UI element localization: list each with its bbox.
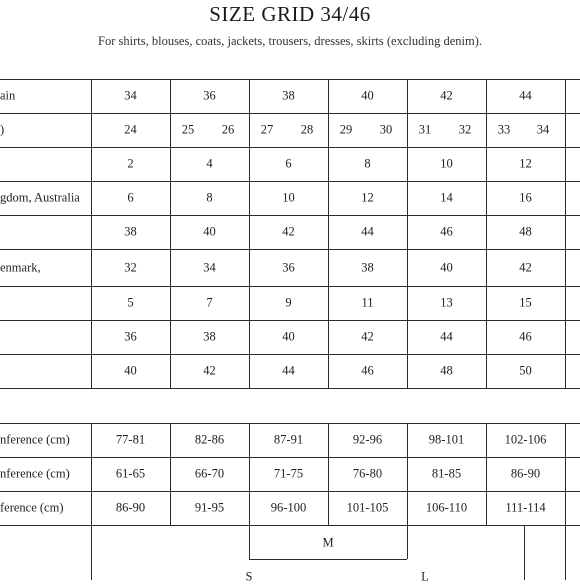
table-cell: 14 <box>440 190 453 205</box>
table-cell: 9 <box>285 295 292 310</box>
table-cell: 50 <box>519 363 532 378</box>
grid-line <box>407 79 408 388</box>
page-subtitle: For shirts, blouses, coats, jackets, trousers, dresses, skirts (excluding denim). <box>98 34 482 48</box>
table-cell: 48 <box>519 224 532 239</box>
grid-line <box>0 320 580 321</box>
table-cell: 24 <box>124 122 137 137</box>
table-cell: 7 <box>206 295 213 310</box>
table-cell: 5 <box>127 295 134 310</box>
measurement-cell: 111-114 <box>505 500 546 515</box>
measurement-cell: 81-85 <box>431 466 462 481</box>
grid-line <box>0 113 580 114</box>
table-cell: 38 <box>124 224 137 239</box>
table-cell: 36 <box>203 88 216 103</box>
measurement-cell: 71-75 <box>273 466 304 481</box>
table-cell: 46 <box>361 363 374 378</box>
measurement-cell: 92-96 <box>352 432 383 447</box>
table-cell: 34 <box>124 88 137 103</box>
grid-line <box>0 147 580 148</box>
table-cell: 31 <box>418 122 432 137</box>
table-cell: 46 <box>440 224 453 239</box>
row-label: enmark, <box>0 260 41 274</box>
table-cell: 36 <box>282 260 295 274</box>
table-cell: 42 <box>361 329 374 344</box>
table-cell: 2 <box>127 156 134 171</box>
grid-line <box>91 423 92 525</box>
grid-line <box>0 457 580 458</box>
table-cell: 27 <box>260 122 274 137</box>
table-cell: 40 <box>361 88 374 103</box>
table-cell: 36 <box>124 329 137 344</box>
table-cell: 10 <box>282 190 295 205</box>
grid-line <box>91 525 92 580</box>
page-title: SIZE GRID 34/46 <box>209 2 371 26</box>
table-cell: 32 <box>458 122 472 137</box>
grid-line <box>249 559 407 560</box>
table-cell: 38 <box>361 260 374 274</box>
letter-size-m: M <box>322 535 334 550</box>
table-cell: 10 <box>440 156 453 171</box>
table-cell: 12 <box>519 156 532 171</box>
table-cell: 40 <box>440 260 453 274</box>
table-cell: 15 <box>519 295 532 310</box>
grid-line <box>91 79 92 388</box>
grid-line <box>249 525 250 559</box>
table-cell: 28 <box>300 122 314 137</box>
grid-line <box>524 525 525 580</box>
table-cell: 16 <box>519 190 532 205</box>
measurement-cell: 66-70 <box>194 466 225 481</box>
table-cell: 32 <box>124 260 137 274</box>
grid-line <box>407 525 408 559</box>
grid-line <box>328 79 329 388</box>
table-cell: 44 <box>282 363 295 378</box>
measurement-cell: 106-110 <box>425 500 468 515</box>
table-cell: 40 <box>282 329 295 344</box>
grid-line <box>0 215 580 216</box>
grid-line <box>565 525 566 580</box>
grid-line <box>0 423 580 424</box>
grid-line <box>0 525 580 526</box>
grid-line <box>565 423 566 525</box>
measurement-cell: 102-106 <box>504 432 547 447</box>
grid-line <box>486 423 487 525</box>
table-cell: 8 <box>206 190 213 205</box>
table-cell: 34 <box>203 260 216 274</box>
table-cell: 40 <box>124 363 137 378</box>
table-cell: 46 <box>519 329 532 344</box>
table-cell: 44 <box>519 88 532 103</box>
measurement-cell: 76-80 <box>352 466 383 481</box>
grid-line <box>249 423 250 525</box>
table-cell: 42 <box>519 260 532 274</box>
table-cell: 42 <box>440 88 453 103</box>
letter-size-s: S <box>245 569 253 584</box>
table-cell: 38 <box>203 329 216 344</box>
measurement-label: nference (cm) <box>0 466 70 481</box>
table-cell: 25 <box>181 122 195 137</box>
row-label: ) <box>0 122 5 137</box>
grid-line <box>0 181 580 182</box>
table-cell: 42 <box>282 224 295 239</box>
table-cell: 33 <box>497 122 511 137</box>
table-cell: 29 <box>339 122 353 137</box>
grid-line <box>486 79 487 388</box>
grid-line <box>0 79 580 80</box>
measurement-cell: 87-91 <box>273 432 304 447</box>
measurement-cell: 101-105 <box>346 500 389 515</box>
table-cell: 44 <box>361 224 374 239</box>
measurement-cell: 61-65 <box>115 466 146 481</box>
table-cell: 48 <box>440 363 453 378</box>
table-cell: 12 <box>361 190 374 205</box>
measurement-cell: 86-90 <box>115 500 146 515</box>
table-cell: 6 <box>127 190 134 205</box>
grid-line <box>0 286 580 287</box>
grid-line <box>0 388 580 389</box>
grid-line <box>170 423 171 525</box>
grid-line <box>0 491 580 492</box>
table-cell: 34 <box>536 122 550 137</box>
grid-line <box>0 354 580 355</box>
table-cell: 13 <box>440 295 453 310</box>
grid-line <box>249 79 250 388</box>
measurement-cell: 98-101 <box>428 432 465 447</box>
measurement-cell: 77-81 <box>115 432 146 447</box>
table-cell: 30 <box>379 122 393 137</box>
letter-size-l: L <box>421 569 429 584</box>
grid-line <box>328 423 329 525</box>
table-cell: 11 <box>361 295 374 310</box>
table-cell: 42 <box>203 363 216 378</box>
measurement-cell: 86-90 <box>510 466 541 481</box>
grid-line <box>0 249 580 250</box>
grid-line <box>407 423 408 525</box>
row-label: ain <box>0 88 16 103</box>
table-cell: 44 <box>440 329 453 344</box>
measurement-cell: 82-86 <box>194 432 225 447</box>
measurement-label: ference (cm) <box>0 500 64 515</box>
table-cell: 38 <box>282 88 295 103</box>
grid-line <box>170 79 171 388</box>
row-label: gdom, Australia <box>0 190 80 205</box>
measurement-cell: 96-100 <box>270 500 307 515</box>
measurement-label: nference (cm) <box>0 432 70 447</box>
measurement-cell: 91-95 <box>194 500 225 515</box>
grid-line <box>565 79 566 388</box>
table-cell: 26 <box>221 122 235 137</box>
table-cell: 8 <box>364 156 371 171</box>
table-cell: 40 <box>203 224 216 239</box>
table-cell: 6 <box>285 156 292 171</box>
table-cell: 4 <box>206 156 213 171</box>
